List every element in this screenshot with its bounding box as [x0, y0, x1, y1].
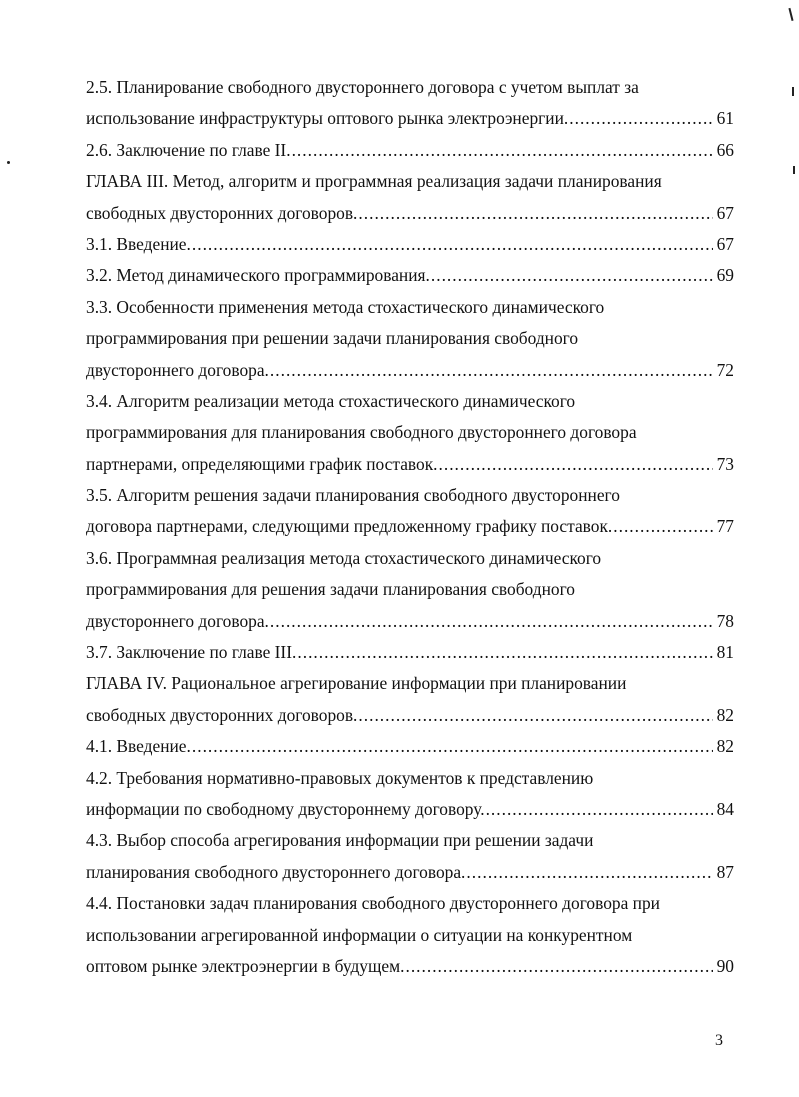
- dot-leader: [466, 857, 712, 888]
- toc-entry-text: партнерами, определяющими график поставок.: [86, 453, 438, 474]
- dot-leader: [358, 700, 712, 731]
- scan-artifact: [792, 87, 794, 96]
- toc-entry-text: оптовом рынке электроэнергии в будущем.: [86, 955, 405, 976]
- toc-page-number: 81: [716, 642, 734, 663]
- toc-entry: [86, 825, 734, 888]
- dot-leader: [486, 794, 713, 825]
- toc-entry: [86, 543, 734, 637]
- toc-entry-text: свободных двусторонних договоров.: [86, 202, 358, 223]
- toc-page-number: 67: [716, 202, 734, 223]
- toc-entry-text: 2.6. Заключение по главе II.: [86, 139, 291, 160]
- toc-entry-text: 4.1. Введение.: [86, 736, 191, 757]
- toc-entry-text: свободных двусторонних договоров.: [86, 704, 358, 725]
- toc-entry-text: планирования свободного двустороннего договора.: [86, 861, 466, 882]
- toc-entry-text: информации по свободному двустороннему договору.: [86, 798, 485, 819]
- toc-page-number: 90: [716, 955, 734, 976]
- dot-leader: [192, 731, 713, 762]
- toc-entry-text: ГЛАВА IV. Рациональное агрегирование информации при планировании: [86, 673, 627, 694]
- toc-entry-text: 3.5. Алгоритм решения задачи планирования свободного двустороннего: [86, 485, 620, 506]
- toc-entry-text: договора партнерами, следующими предложенному графику поставок.: [86, 516, 613, 537]
- toc-entry-text: программирования для планирования свободного двустороннего договора: [86, 422, 637, 443]
- toc-page-number: 66: [716, 139, 734, 160]
- toc-entry-text: программирования для решения задачи планирования свободного: [86, 579, 575, 600]
- toc-entry: [86, 292, 734, 386]
- toc-entry-text: 3.4. Алгоритм реализации метода стохастического динамического: [86, 390, 576, 411]
- dot-leader: [270, 606, 713, 637]
- toc-entry-text: программирования при решении задачи планирования свободного: [86, 328, 579, 349]
- toc-page-number: 87: [716, 861, 734, 882]
- scan-artifact: [7, 161, 10, 164]
- dot-leader: [297, 637, 712, 668]
- toc-entry: [86, 135, 734, 166]
- toc-entry: [86, 72, 734, 135]
- toc-entry-text: 3.6. Программная реализация метода стохастического динамического: [86, 547, 602, 568]
- toc-entry-text: двустороннего договора.: [86, 359, 269, 380]
- scan-artifact: [793, 166, 795, 174]
- toc-entry: [86, 637, 734, 668]
- toc-entry-text: 3.7. Заключение по главе III.: [86, 642, 297, 663]
- toc-entry: [86, 480, 734, 543]
- dot-leader: [613, 511, 712, 542]
- toc-entry: [86, 260, 734, 291]
- toc-page-number: 73: [716, 453, 734, 474]
- dot-leader: [431, 260, 713, 291]
- toc-page-number: 72: [716, 359, 734, 380]
- toc-page-number: 61: [716, 108, 734, 129]
- toc-entry-text: использовании агрегированной информации о ситуации на конкурентном: [86, 924, 633, 945]
- toc-page-number: 77: [716, 516, 734, 537]
- toc-page-number: 82: [716, 736, 734, 757]
- dot-leader: [292, 135, 713, 166]
- toc-entry-text: 4.2. Требования нормативно-правовых документов к представлению: [86, 767, 594, 788]
- toc-chapter: [86, 668, 734, 731]
- toc-entry-text: 4.4. Постановки задач планирования свободного двустороннего договора при: [86, 893, 660, 914]
- toc-entry-text: 2.5. Планирование свободного двустороннего договора с учетом выплат за: [86, 77, 639, 97]
- toc-page-number: 78: [716, 610, 734, 631]
- toc-chapter: [86, 166, 734, 229]
- toc-entry-text: 4.3. Выбор способа агрегирования информации при решении задачи: [86, 830, 594, 851]
- toc-entry: [86, 731, 734, 762]
- dot-leader: [439, 449, 713, 480]
- toc-entry: [86, 763, 734, 826]
- toc-page-number: 84: [716, 798, 734, 819]
- toc-entry-text: ГЛАВА III. Метод, алгоритм и программная реализация задачи планирования: [86, 171, 662, 192]
- table-of-contents: [86, 72, 734, 982]
- toc-entry: [86, 888, 734, 982]
- scan-artifact: [788, 8, 793, 21]
- toc-entry: [86, 386, 734, 480]
- dot-leader: [270, 355, 713, 386]
- toc-entry-text: 3.2. Метод динамического программирования.: [86, 265, 430, 286]
- toc-page-number: 67: [716, 233, 734, 254]
- toc-entry-text: двустороннего договора.: [86, 610, 269, 631]
- page-number: 3: [715, 1032, 723, 1049]
- toc-entry: [86, 229, 734, 260]
- toc-entry-text: 3.3. Особенности применения метода стохастического динамического: [86, 296, 605, 317]
- toc-page-number: 69: [716, 265, 734, 286]
- dot-leader: [569, 103, 712, 134]
- dot-leader: [405, 951, 712, 982]
- toc-page-number: 82: [716, 704, 734, 725]
- dot-leader: [192, 229, 713, 260]
- dot-leader: [358, 198, 712, 229]
- toc-entry-text: использование инфраструктуры оптового рынка электроэнергии.: [86, 108, 569, 129]
- toc-entry-text: 3.1. Введение.: [86, 233, 191, 254]
